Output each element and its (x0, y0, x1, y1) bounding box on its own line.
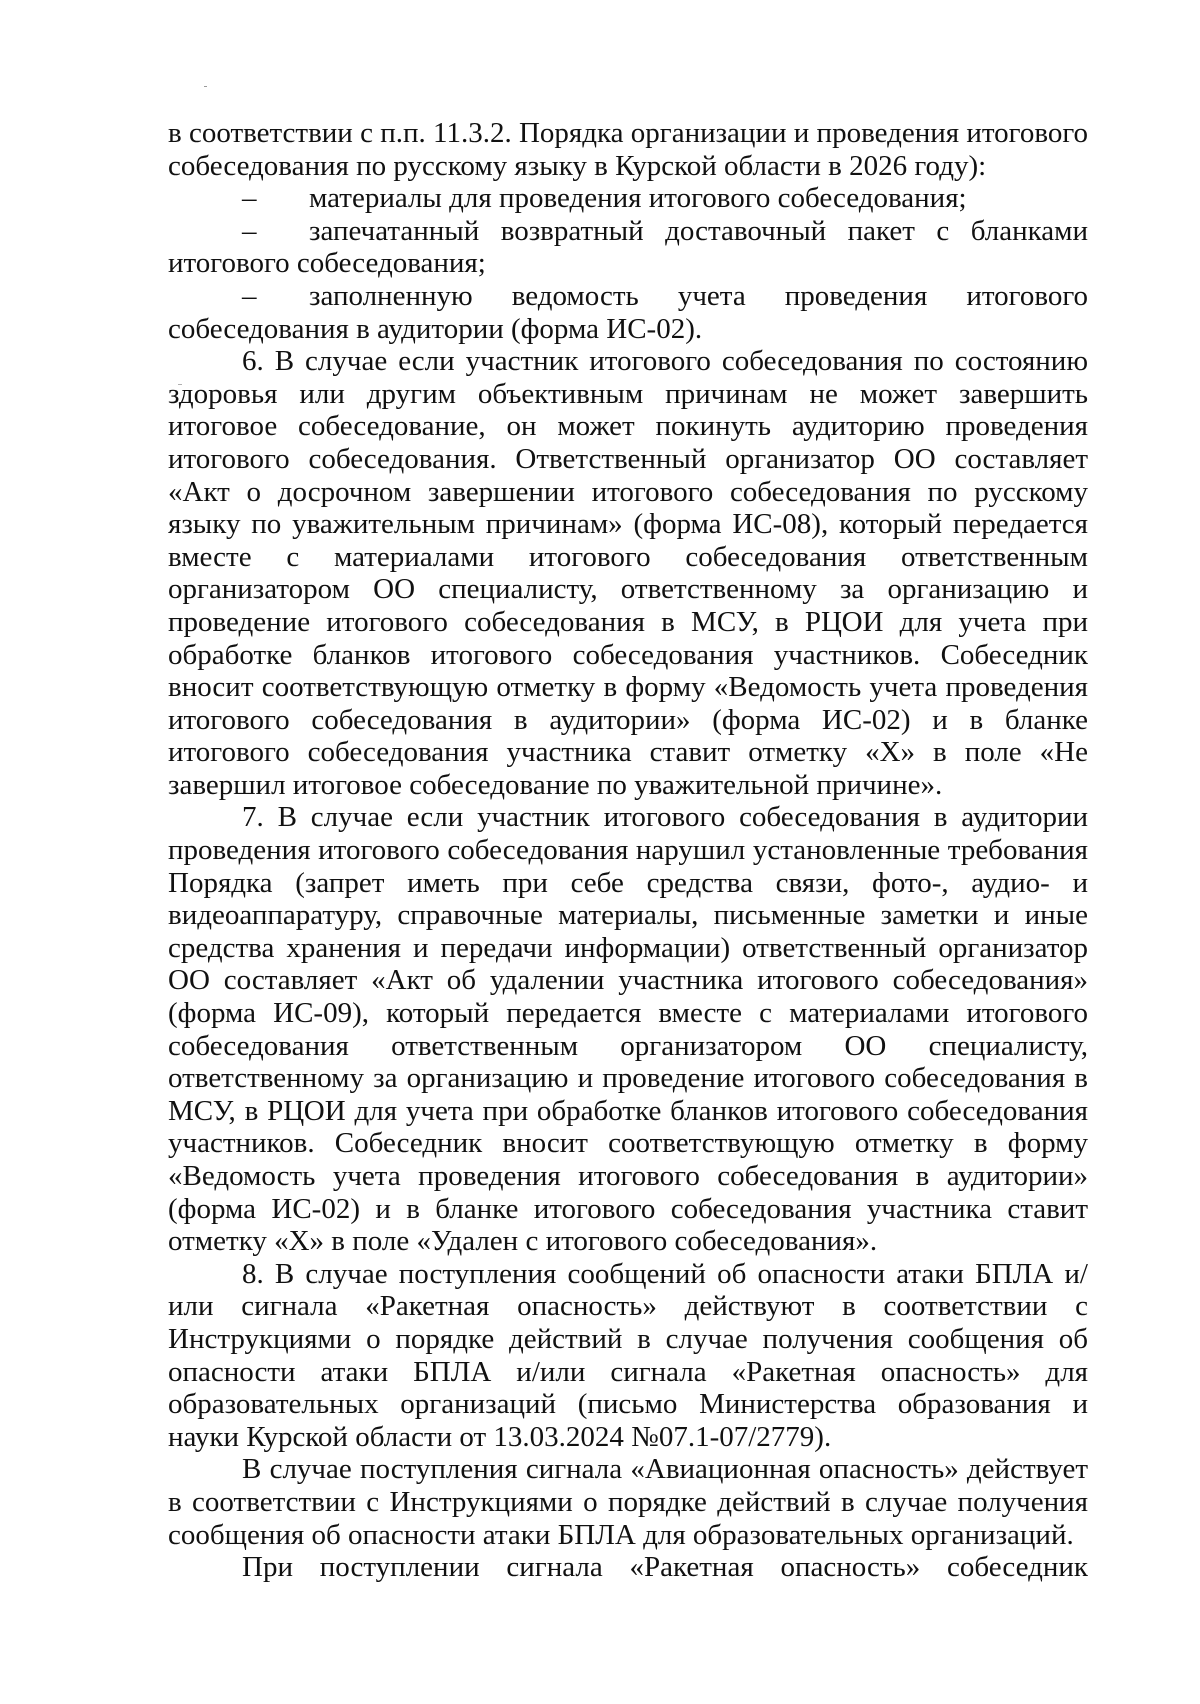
list-dash: – (242, 182, 257, 215)
list-dash: – (242, 214, 257, 247)
intro-paragraph: в соответствии с п.п. 11.3.2. Порядка организации и проведения итогового собеседования по русскому языку в Курской области в 2026 году): (168, 117, 1088, 182)
list-item-text: материалы для проведения итогового собеседования; (309, 182, 967, 215)
list-item (168, 215, 1088, 280)
list-item (168, 182, 1088, 215)
paragraph-7: 7. В случае если участник итогового собеседования в аудитории проведения итогового собеседования нарушил установленные требования Порядка (запрет иметь при себе средства связи, фото-, аудио- и видеоаппаратуру, справочные материалы, письменные заметки и иные средства хранения и передачи информации) ответственный организатор ОО составляет «Акт об удалении участника итогового собеседования» (форма ИС-09), который передается вместе с материалами итогового собеседования ответственным организатором ОО специалисту, ответственному за организацию и проведение итогового собеседования в МСУ, в РЦОИ для учета при обработке бланков итогового собеседования участников. Собеседник вносит соответствующую отметку в форму «Ведомость учета проведения итогового собеседования в аудитории» (форма ИС-02) и в бланке итогового собеседования участника ставит отметку «X» в поле «Удален с итогового собеседования». (168, 801, 1088, 1258)
list-dash: – (242, 279, 257, 312)
paragraph-8: 8. В случае поступления сообщений об опасности атаки БПЛА и/или сигнала «Ракетная опасность» действуют в соответствии с Инструкциями о порядке действий в случае получения сообщения об опасности атаки БПЛА и/или сигнала «Ракетная опасность» для образовательных организаций (письмо Министерства образования и науки Курской области от 13.03.2024 №07.1-07/2779). (168, 1257, 1088, 1453)
list-item (168, 280, 1088, 345)
paragraph-missile: При поступлении сигнала «Ракетная опасность» собеседник (242, 1551, 1088, 1584)
scan-speck (204, 86, 207, 87)
list-item-text: заполненную ведомость учета проведения итогового собеседования в аудитории (форма ИС-02). (168, 279, 1088, 345)
document-body (168, 117, 1088, 1584)
paragraph-6: 6. В случае если участник итогового собеседования по состоянию здоровья или другим объективным причинам не может завершить итоговое собеседование, он может покинуть аудиторию проведения итогового собеседования. Ответственный организатор ОО составляет «Акт о досрочном завершении итогового собеседования по русскому языку по уважительным причинам» (форма ИС-08), который передается вместе с материалами итогового собеседования ответственным организатором ОО специалисту, ответственному за организацию и проведение итогового собеседования в МСУ, в РЦОИ для учета при обработке бланков итогового собеседования участников. Собеседник вносит соответствующую отметку в форму «Ведомость учета проведения итогового собеседования в аудитории» (форма ИС-02) и в бланке итогового собеседования участника ставит отметку «X» в поле «Не завершил итоговое собеседование по уважительной причине». (168, 345, 1088, 801)
list-item-text: запечатанный возвратный доставочный пакет с бланками итогового собеседования; (168, 214, 1088, 280)
paragraph-aviation: В случае поступления сигнала «Авиационная опасность» действует в соответствии с Инструкциями о порядке действий в случае получения сообщения об опасности атаки БПЛА для образовательных организаций. (168, 1453, 1088, 1551)
